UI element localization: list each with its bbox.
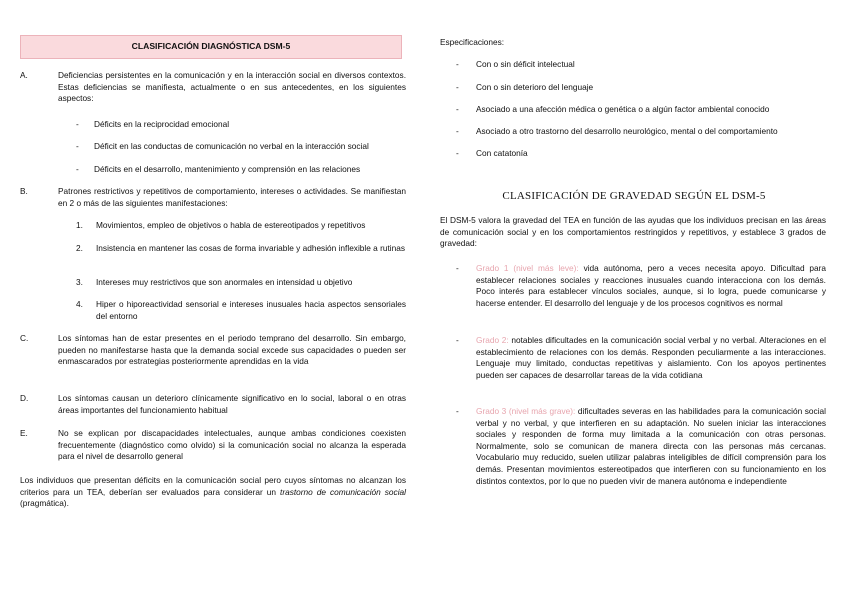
spec-item: - Con o sin deterioro del lenguaje bbox=[456, 82, 594, 92]
criterion-text: Patrones restrictivos y repetitivos de comportamiento, intereses o actividades. Se manifiestan en 2 o más de las siguientes manifestaciones: bbox=[58, 186, 406, 208]
criterion-b-sub-2: 2. Insistencia en mantener las cosas de forma invariable y adhesión inflexible a rutinas bbox=[76, 243, 405, 253]
spec-item: - Asociado a una afección médica o genética o a algún factor ambiental conocido bbox=[456, 104, 770, 114]
spec-item: - Con catatonía bbox=[456, 148, 528, 158]
closing-paragraph: Los individuos que presentan déficits en la comunicación social pero cuyos síntomas no alcanzan los criterios para un TEA, deberían ser evaluados para considerar un trastorno de comunicación social (pragmática). bbox=[20, 475, 406, 509]
sub-text: Hiper o hiporeactividad sensorial e intereses inusuales hacia aspectos sensoriales del entorno bbox=[96, 299, 406, 321]
criterion-e bbox=[20, 428, 406, 463]
criterion-marker: B. bbox=[20, 186, 28, 196]
criterion-text: Los síntomas causan un deterioro clínicamente significativo en lo social, laboral o en otras áreas importantes del funcionamiento habitual bbox=[58, 393, 406, 415]
criterion-a-sub-2: - Déficit en las conductas de comunicación no verbal en la interacción social bbox=[76, 141, 406, 153]
criterion-b-sub-4: 4. Hiper o hiporeactividad sensorial e intereses inusuales hacia aspectos sensoriales del entorno bbox=[76, 299, 406, 321]
criterion-marker: A. bbox=[20, 70, 28, 80]
grade-label: Grado 2: bbox=[476, 335, 509, 345]
criterion-text: No se explican por discapacidades intelectuales, aunque ambas condiciones coexisten frecuentemente (diagnóstico como olvido) si la comunicación social no alcanza la esperada para el nivel de desarrollo general bbox=[58, 428, 406, 462]
sub-text: Intereses muy restrictivos que son anormales en intensidad u objetivo bbox=[96, 277, 353, 287]
sub-text: Déficits en la reciprocidad emocional bbox=[94, 119, 230, 129]
criterion-d bbox=[20, 393, 406, 416]
criterion-a bbox=[20, 70, 406, 105]
severity-title: CLASIFICACIÓN DE GRAVEDAD SEGÚN EL DSM-5 bbox=[502, 190, 766, 202]
grade-label: Grado 1 (nivel más leve): bbox=[476, 263, 579, 273]
criterion-a-sub-1: - Déficits en la reciprocidad emocional bbox=[76, 119, 406, 131]
criterion-b bbox=[20, 186, 406, 209]
specifications-heading: Especificaciones: bbox=[440, 37, 505, 47]
grade-label: Grado 3 (nivel más grave): bbox=[476, 406, 576, 416]
criterion-b-sub-1: 1. Movimientos, empleo de objetivos o habla de estereotipados y repetitivos bbox=[76, 220, 406, 232]
criterion-text: Deficiencias persistentes en la comunicación y en la interacción social en diversos contextos. Estas deficiencias se manifiesta, actualmente o en sus antecedentes, en los siguientes aspectos: bbox=[58, 70, 406, 104]
criterion-a-sub-3: - Déficits en el desarrollo, mantenimiento y comprensión en las relaciones bbox=[76, 164, 406, 176]
criterion-b-sub-3: 3. Intereses muy restrictivos que son anormales en intensidad u objetivo bbox=[76, 277, 406, 289]
sub-text: Movimientos, empleo de objetivos o habla de estereotipados y repetitivos bbox=[96, 220, 366, 230]
criterion-text: Los síntomas han de estar presentes en el periodo temprano del desarrollo. Sin embargo, pueden no manifestarse hasta que la demanda social excede sus capacidades o pueden ser enmascarados por estrategias posteriormente aprendidas en la vida bbox=[58, 333, 406, 367]
grade-1: - Grado 1 (nivel más leve): vida autónoma, pero a veces necesita apoyo. Dificultad para establecer relaciones sociales y reacciones inusuales cuando interacciona con los demás. Poco interés para establecer vínculos sociales, aunque, si lo logra, puede comunicarse y hacerse entender. El desarrollo del lenguaje y de los procesos cognitivos es normal bbox=[456, 263, 826, 308]
grade-3: - Grado 3 (nivel más grave): dificultades severas en las habilidades para la comunicación social verbal y no verbal, y que interfieren en su adaptación. No suelen iniciar las interacciones sociales y responden de forma muy limitada a la comunicación con otras personas. Normalmente, solo se comunican de manera directa con las personas más cercanas. Vocabulario muy reducido, suelen utilizar palabras inteligibles de difícil comprensión para los demás. Presentan movimientos estereotipados que interfieren con su funcionamiento en los distintos contextos, por lo que no pueden vivir de manera autónoma e independiente bbox=[456, 406, 826, 486]
emphasis: trastorno de comunicación social bbox=[280, 486, 406, 497]
sub-text: Insistencia en mantener las cosas de forma invariable y adhesión inflexible a rutinas bbox=[96, 243, 405, 253]
severity-intro: El DSM-5 valora la gravedad del TEA en función de las ayudas que los individuos precisan en las áreas de comunicación social y en los comportamientos restringidos y repetitivos, y establece 3 grados de gravedad: bbox=[440, 215, 826, 249]
sub-text: Déficits en el desarrollo, mantenimiento y comprensión en las relaciones bbox=[94, 164, 361, 174]
grade-text: dificultades severas en las habilidades para la comunicación social verbal y no verbal, y que interfieren en su adaptación. No suelen iniciar las interacciones sociales y responden de forma muy limitada a la comunicación con otras personas. Normalmente, solo se comunican de manera directa con las personas más cercanas. Vocabulario muy reducido, suelen utilizar palabras inteligibles de difícil comprensión para los demás. Presentan movimientos estereotipados que interfieren con su funcionamiento en los distintos contextos, por lo que no pueden vivir de manera autónoma e independiente bbox=[476, 406, 826, 486]
criterion-marker: C. bbox=[20, 333, 29, 343]
criterion-marker: E. bbox=[20, 428, 28, 438]
diagnostic-title: CLASIFICACIÓN DIAGNÓSTICA DSM-5 bbox=[20, 35, 402, 59]
grade-text: vida autónoma, pero a veces necesita apoyo. Dificultad para establecer relaciones sociales y reacciones inusuales cuando interacciona con los demás. Poco interés para establecer vínculos sociales, aunque, si lo logra, puede comunicarse y hacerse entender. El desarrollo del lenguaje y de los procesos cognitivos es normal bbox=[476, 263, 826, 308]
criterion-marker: D. bbox=[20, 393, 29, 403]
spec-item: - Asociado a otro trastorno del desarrollo neurológico, mental o del comportamiento bbox=[456, 126, 778, 136]
grade-2: - Grado 2: notables dificultades en la comunicación social verbal y no verbal. Alteraciones en el establecimiento de relaciones con los demás. Responden peculiarmente a las interacciones. Lenguaje muy limitado, conductas repetitivas y aislamiento. Con los apoyos pertinentes pueden ser capaces de desarrollar tareas de la vida cotidiana bbox=[456, 335, 826, 380]
grade-text: notables dificultades en la comunicación social verbal y no verbal. Alteraciones en el establecimiento de relaciones con los demás. Responden peculiarmente a las interacciones. Lenguaje muy limitado, conductas repetitivas y aislamiento. Con los apoyos pertinentes pueden ser capaces de desarrollar tareas de la vida cotidiana bbox=[476, 335, 826, 380]
criterion-c bbox=[20, 333, 406, 368]
sub-text: Déficit en las conductas de comunicación no verbal en la interacción social bbox=[94, 141, 369, 151]
spec-item: - Con o sin déficit intelectual bbox=[456, 59, 575, 69]
